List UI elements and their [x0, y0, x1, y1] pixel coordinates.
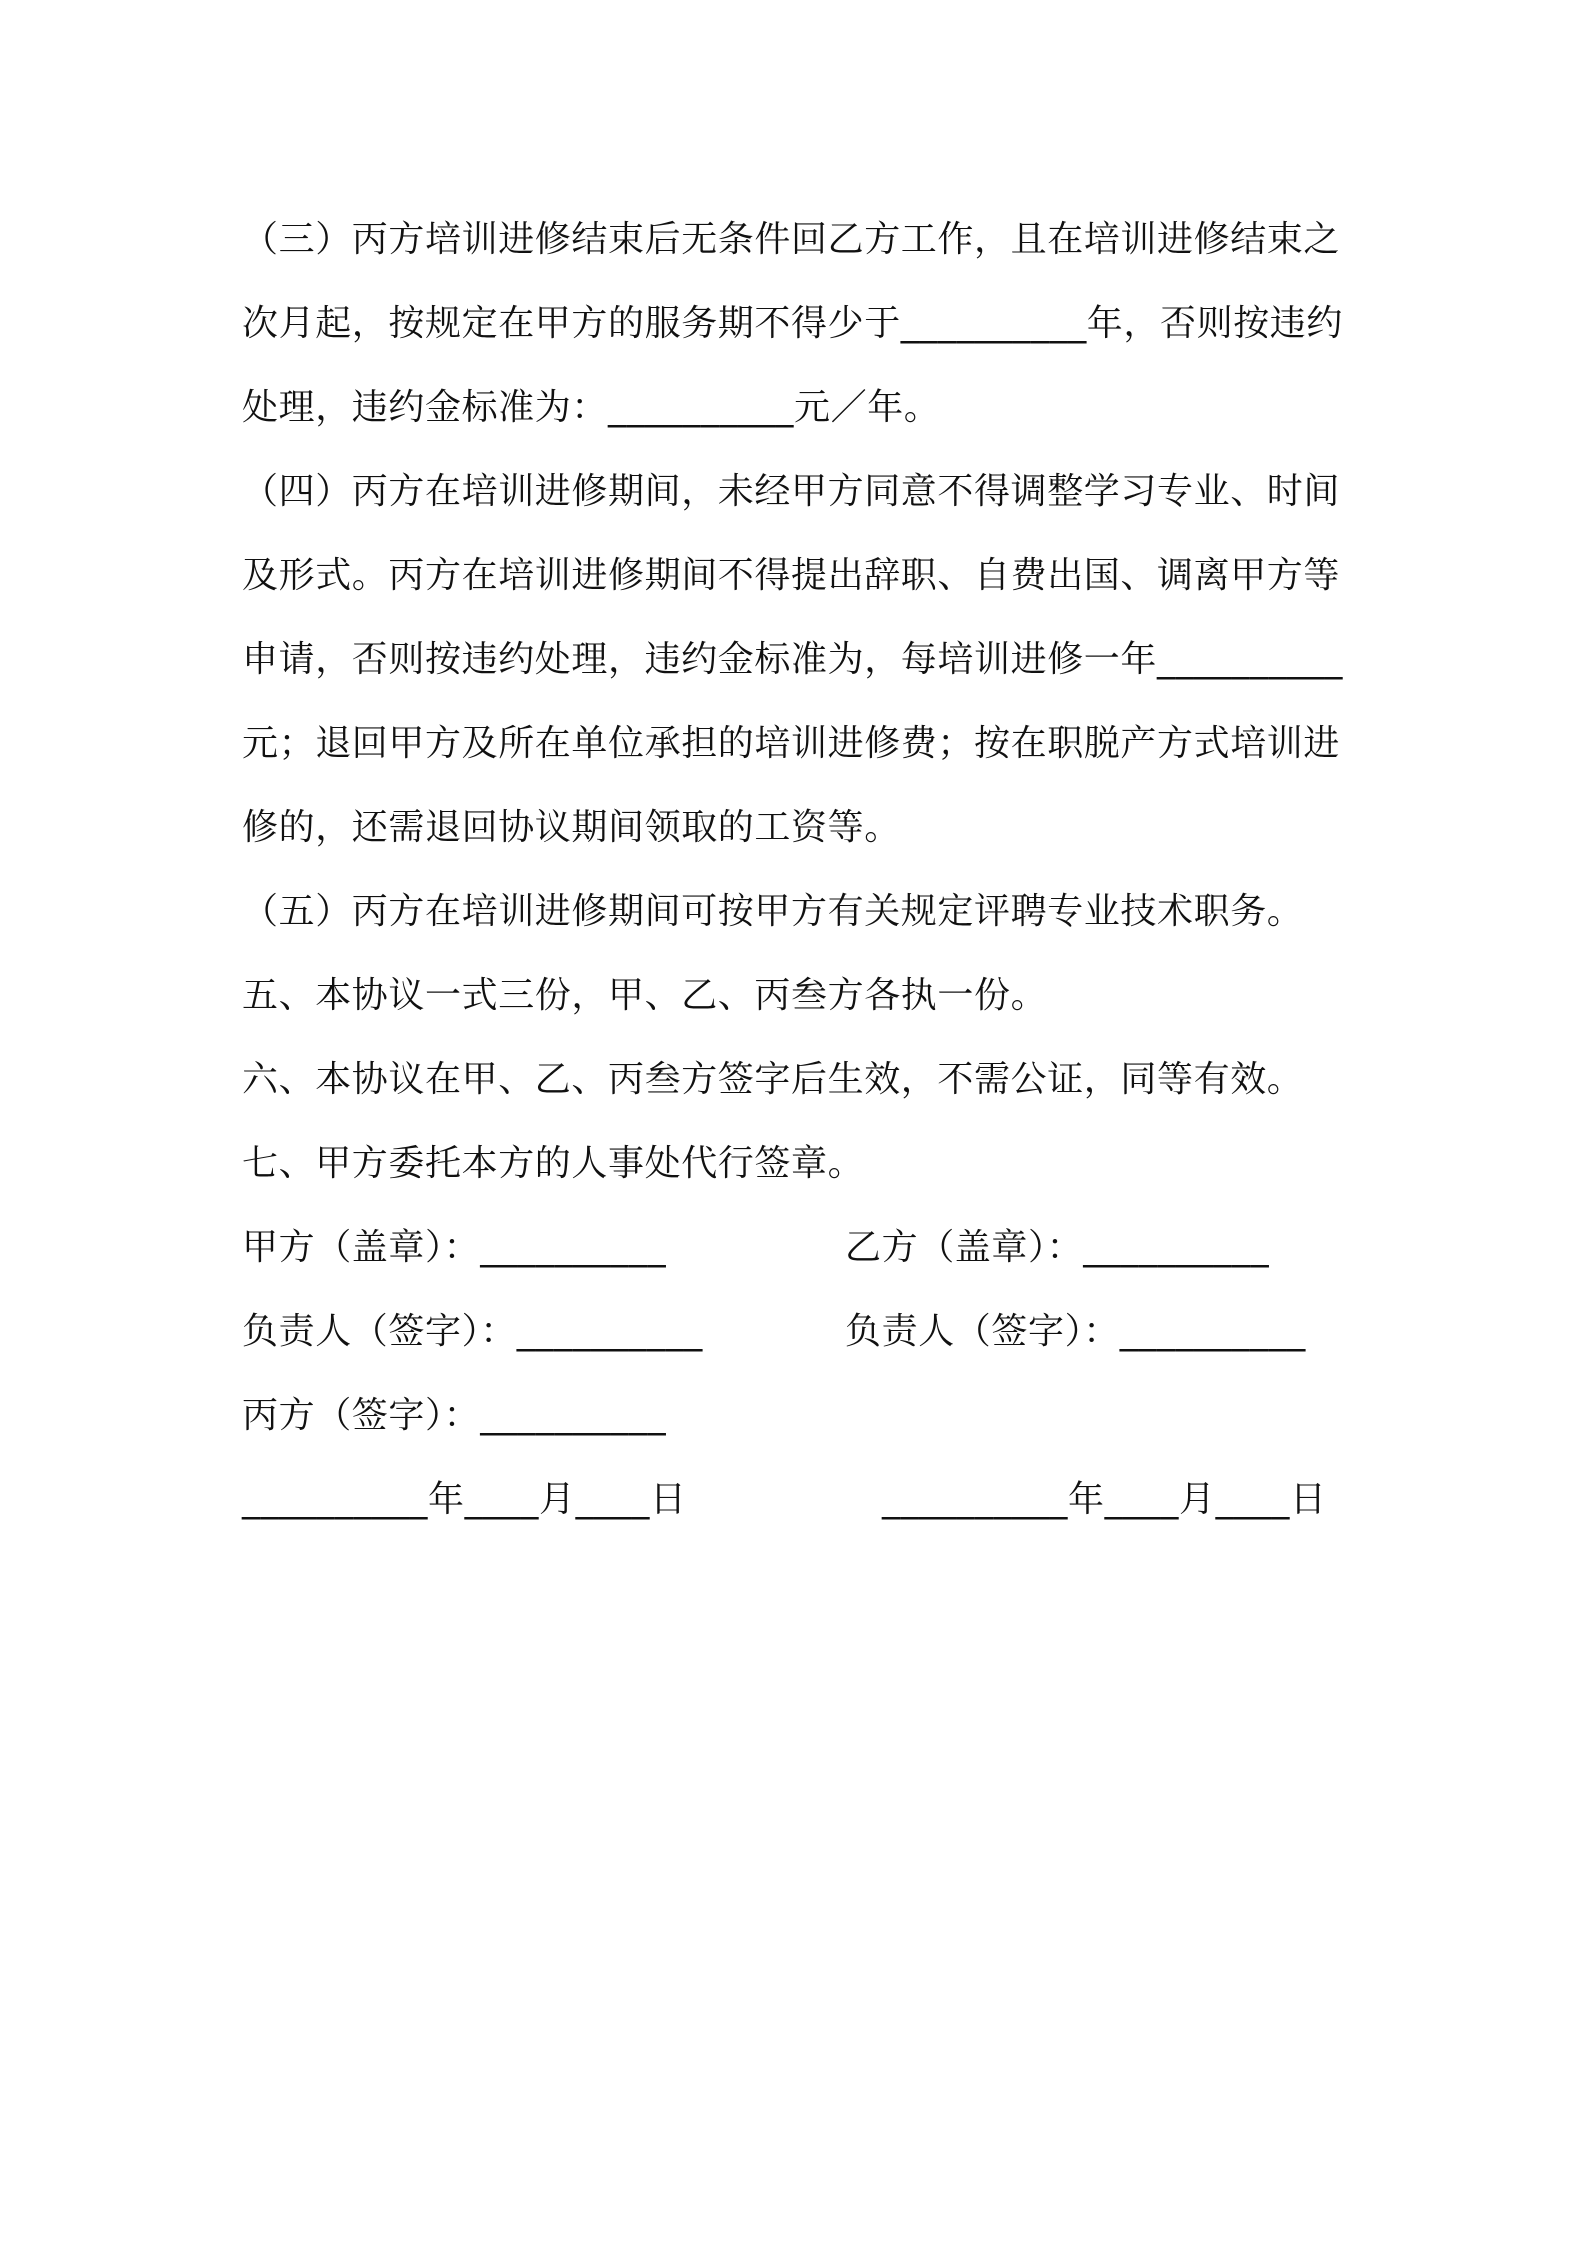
clause-3-4-paragraph	[242, 450, 1358, 870]
responsible-row	[242, 1290, 1358, 1374]
text-line: （四）丙方在培训进修期间，未经甲方同意不得调整学习专业、时间	[242, 471, 1341, 512]
text-line: 七、甲方委托本方的人事处代行签章。	[242, 1143, 865, 1184]
text-line: 处理，违约金标准为：__________元／年。	[242, 387, 941, 428]
clause-3-3-paragraph	[242, 198, 1358, 450]
party-b-seal-field: 乙方（盖章）：__________	[845, 1227, 1270, 1268]
text-line: 五、本协议一式三份，甲、乙、丙叁方各执一份。	[242, 975, 1048, 1016]
clause-7-paragraph	[242, 1122, 1358, 1206]
text-line: （三）丙方培训进修结束后无条件回乙方工作，且在培训进修结束之	[242, 219, 1341, 260]
clause-3-5-paragraph	[242, 870, 1358, 954]
seal-row	[242, 1206, 1358, 1290]
clause-5-paragraph	[242, 954, 1358, 1038]
party-c-signature-field: 丙方（签字）：__________	[242, 1395, 667, 1436]
date-field-left: __________年____月____日	[242, 1479, 687, 1520]
party-a-seal-field: 甲方（盖章）：__________	[242, 1227, 667, 1268]
date-row	[242, 1458, 1358, 1542]
text-line: 次月起，按规定在甲方的服务期不得少于__________年，否则按违约	[242, 303, 1344, 344]
text-line: 元；退回甲方及所在单位承担的培训进修费；按在职脱产方式培训进	[242, 723, 1341, 764]
document-body	[242, 198, 1358, 1542]
responsible-signature-right: 负责人（签字）：__________	[845, 1311, 1306, 1352]
text-line: 修的，还需退回协议期间领取的工资等。	[242, 807, 901, 848]
party-c-row	[242, 1374, 1358, 1458]
date-field-right: __________年____月____日	[882, 1479, 1327, 1520]
text-line: 申请，否则按违约处理，违约金标准为，每培训进修一年__________	[242, 639, 1343, 680]
responsible-signature-left: 负责人（签字）：__________	[242, 1311, 703, 1352]
text-line: 及形式。丙方在培训进修期间不得提出辞职、自费出国、调离甲方等	[242, 555, 1341, 596]
clause-6-paragraph	[242, 1038, 1358, 1122]
text-line: （五）丙方在培训进修期间可按甲方有关规定评聘专业技术职务。	[242, 891, 1304, 932]
text-line: 六、本协议在甲、乙、丙叁方签字后生效，不需公证，同等有效。	[242, 1059, 1304, 1100]
